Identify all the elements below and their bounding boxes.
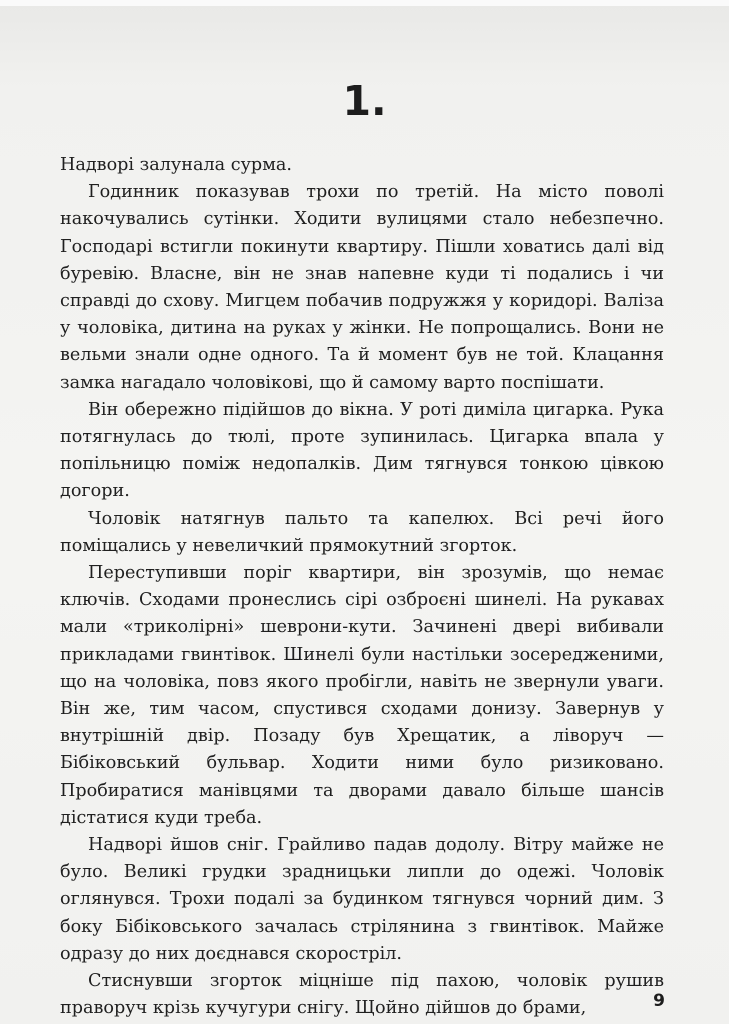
chapter-title: 1. [342, 77, 387, 125]
paragraph: Надворі залунала сурма. [60, 155, 292, 175]
paragraph: Надворі йшов сніг. Грайливо падав додолу. Вітру майже не було. Великі грудки зрадницьки липли до одежі. Чоловік оглянувся. Трохи подалі за будинком тягнувся чорний дим. З боку Бібіковського зачалась стрілянина з гвинтівок. Майже одразу до них доєднався скоростріл. [60, 835, 664, 964]
paragraph: Переступивши поріг квартири, він зрозумів, що немає ключів. Сходами пронеслись сірі озброєні шинелі. На рукавах мали «триколірні» шеврони-кути. Зачинені двері вибивали прикладами гвинтівок. Шинелі були настільки зосередженими, що на чоловіка, повз якого пробігли, навіть не звернули уваги. Він же, тим часом, спустився сходами донизу. Завернув у внутрішній двір. Позаду був Хрещатик, а ліворуч — Бібіковський бульвар. Ходити ними було ризиковано. Пробиратися манівцями та дворами давало більше шансів дістатися куди треба. [60, 563, 664, 828]
page-number: 9 [653, 991, 665, 1011]
paragraph: Стиснувши згорток міцніше під пахою, чоловік рушив праворуч крізь кучугури снігу. Щойно дійшов до брами, [60, 971, 664, 1019]
chapter-text [60, 152, 664, 1023]
paragraph: Годинник показував трохи по третій. На місто поволі накочувались сутінки. Ходити вулицями стало небезпечно. Господарі встигли покинути квартиру. Пішли ховатись далі від буревію. Власне, він не знав напевне куди ті подались і чи справді до схову. Мигцем побачив подружжя у коридорі. Валіза у чоловіка, дитина на руках у жінки. Не попрощались. Вони не вельми знали одне одного. Та й момент був не той. Клацання замка нагадало чоловікові, що й самому варто поспішати. [60, 182, 664, 393]
paragraph: Він обережно підійшов до вікна. У роті диміла цигарка. Рука потягнулась до тюлі, проте зупинилась. Цигарка впала у попільницю поміж недопалків. Дим тягнувся тонкою цівкою догори. [60, 399, 664, 502]
paragraph: Чоловік натягнув пальто та капелюх. Всі речі його поміщались у невеличкий прямокутний згорток. [60, 508, 664, 556]
